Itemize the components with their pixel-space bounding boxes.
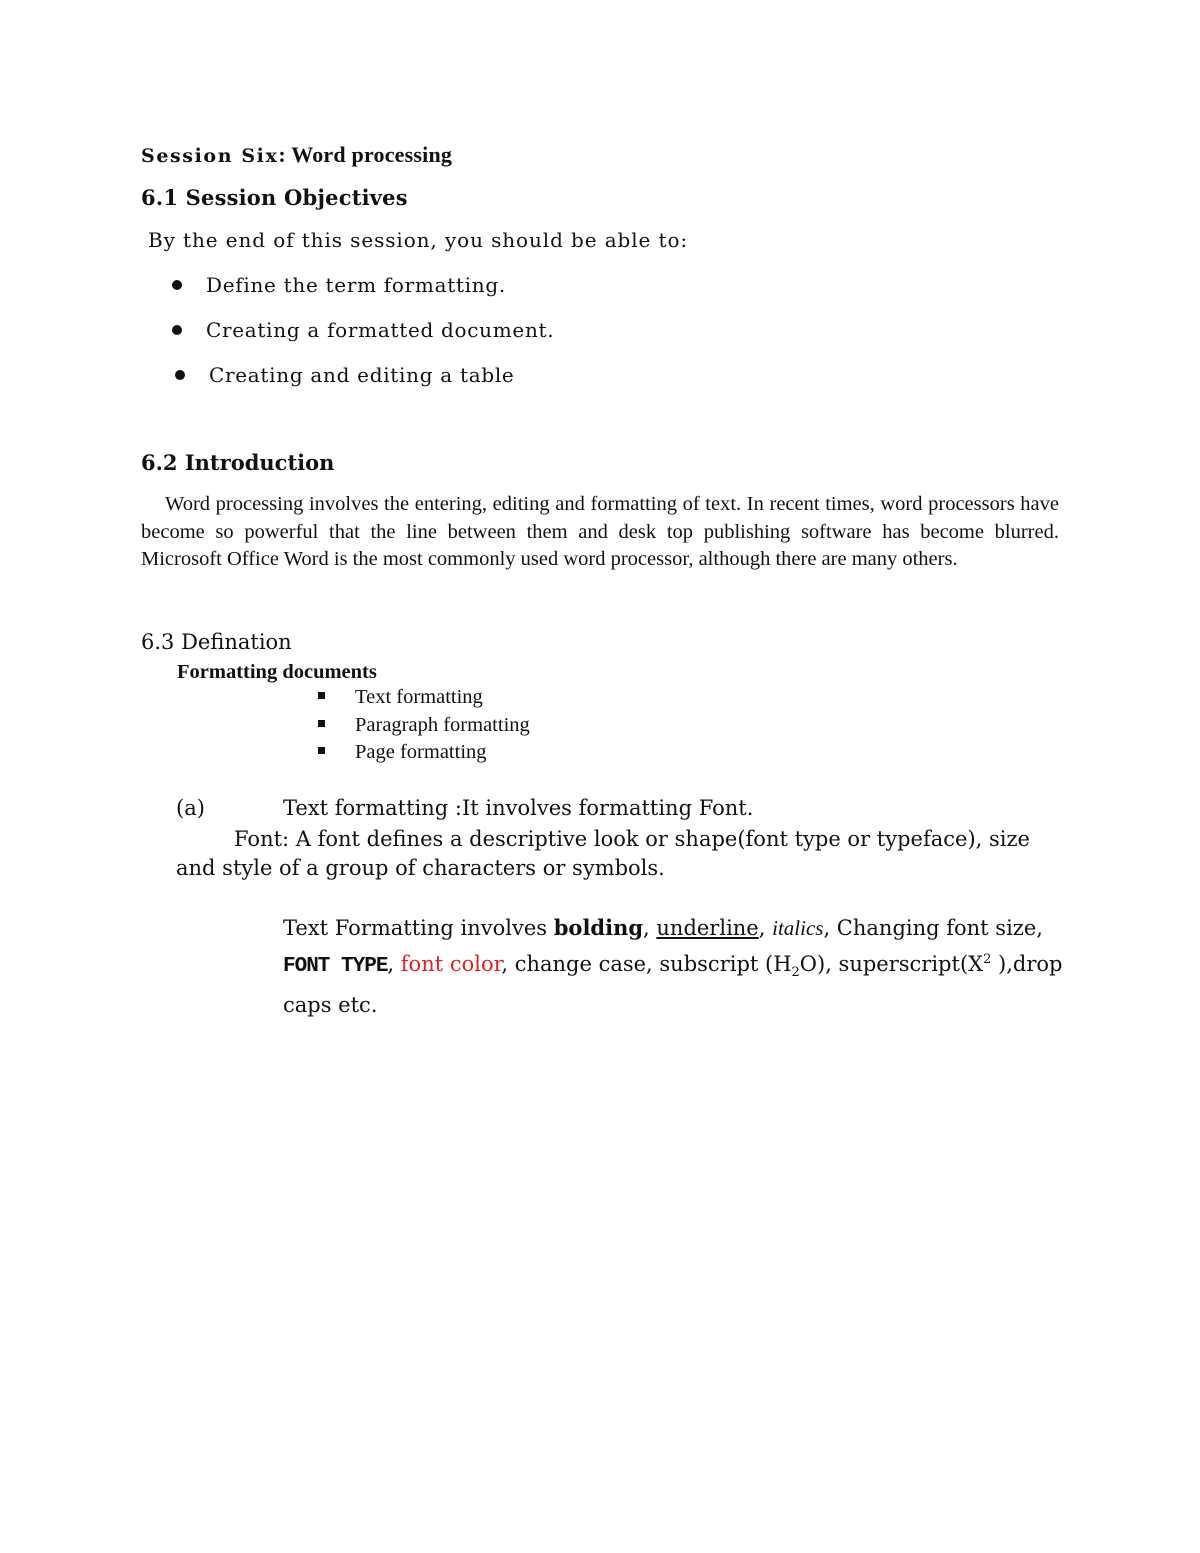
tf-after-color: , change case, subscript (H: [501, 952, 792, 976]
objectives-heading: 6.1 Session Objectives: [141, 185, 408, 210]
objective-text: Define the term formatting.: [206, 273, 506, 297]
tf-changing-size: , Changing font size,: [823, 916, 1043, 940]
formatting-type-item: [318, 714, 530, 737]
objectives-intro: By the end of this session, you should be able to:: [148, 228, 689, 252]
formatting-type-item: [318, 686, 483, 709]
tf-superscript: 2: [983, 952, 992, 967]
tf-font-color: font color: [400, 952, 502, 976]
tf-italics: italics: [772, 916, 824, 940]
session-title-colon: :: [278, 142, 286, 167]
font-definition: Font: A font defines a descriptive look or shape(font type or typeface), size and style of a group of characters or symbols.: [176, 827, 1030, 880]
tf-bolding: bolding: [553, 915, 644, 940]
square-bullet-icon: [318, 692, 325, 699]
tf-separator: ,: [643, 916, 657, 940]
tf-underline: underline: [656, 916, 759, 940]
tf-subscript: 2: [791, 965, 800, 981]
tf-lead: Text Formatting involves: [283, 916, 554, 940]
bullet-icon: [172, 280, 182, 290]
formatting-type-text: Page formatting: [355, 741, 487, 763]
objective-item: [172, 318, 554, 342]
text-formatting-paragraph: [283, 912, 1073, 1021]
definition-heading: 6.3 Defination: [141, 630, 292, 654]
objective-text: Creating a formatted document.: [206, 318, 555, 342]
bullet-icon: [175, 370, 185, 380]
formatting-type-item: [318, 741, 487, 764]
tf-after-sub: O), superscript(X: [799, 952, 984, 976]
tf-tail: ),drop caps etc.: [283, 952, 1063, 1018]
objective-item: [172, 273, 506, 297]
introduction-paragraph: Word processing involves the entering, editing and formatting of text. In recent times, word processors have become so powerful that the line between them and desk top publishing software has become blurred. Microsoft Office Word is the most commonly used word processor, although there are many others.: [141, 493, 1059, 570]
session-title: [141, 142, 452, 168]
tf-separator: ,: [758, 916, 773, 940]
formatting-heading: Formatting documents: [177, 661, 377, 683]
objective-item: [175, 363, 514, 387]
formatting-type-text: Text formatting: [355, 686, 483, 708]
introduction-heading: 6.2 Introduction: [141, 450, 335, 475]
session-title-lead: Session Six: [141, 145, 279, 167]
square-bullet-icon: [318, 747, 325, 754]
item-a-label: (a): [176, 796, 205, 820]
bullet-icon: [172, 325, 182, 335]
formatting-type-text: Paragraph formatting: [355, 714, 530, 736]
square-bullet-icon: [318, 720, 325, 727]
session-title-rest: Word processing: [285, 142, 453, 167]
tf-font-type: FONT TYPE: [283, 955, 388, 978]
item-a-text: Text formatting :It involves formatting Font.: [283, 796, 754, 820]
objective-text: Creating and editing a table: [209, 363, 515, 387]
tf-separator: ,: [387, 952, 401, 976]
